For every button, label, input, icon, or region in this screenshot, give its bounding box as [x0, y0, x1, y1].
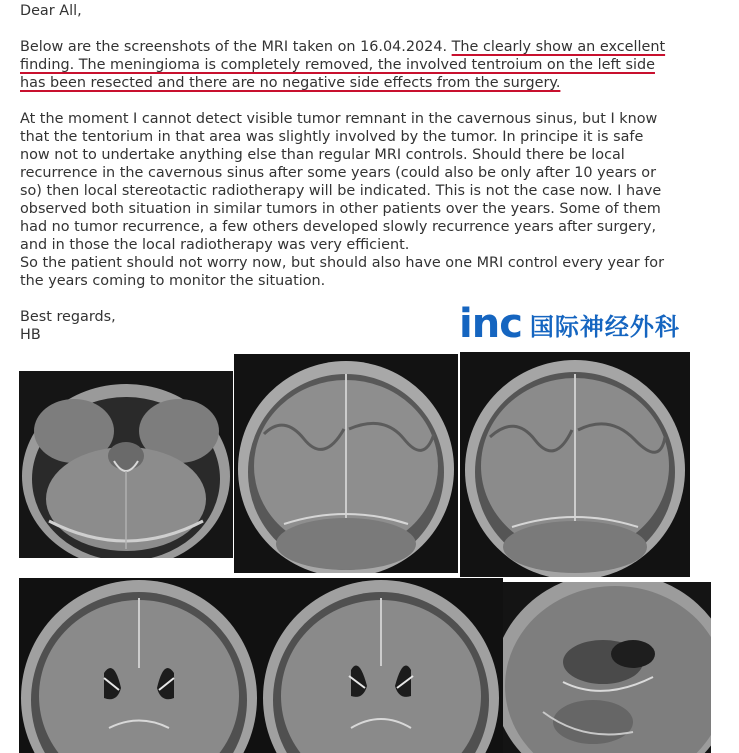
paragraph-2-line: and in those the local radiotherapy was very efficient. [20, 237, 410, 253]
mri-date-sentence: Below are the screenshots of the MRI taken on 16.04.2024. [20, 39, 452, 55]
greeting: Dear All, [20, 3, 82, 19]
mri-axial-image [19, 371, 233, 558]
mri-sagittal-image [503, 582, 711, 753]
paragraph-2-line: So the patient should not worry now, but should also have one MRI control every year for [20, 255, 665, 271]
paragraph-2-line: now not to undertake anything else than regular MRI controls. Should there be local [20, 147, 625, 163]
paragraph-1-line-2: finding. The meningioma is completely removed, the involved tentroium on the left side [20, 57, 655, 73]
signature: HB [20, 327, 41, 343]
paragraph-1-line-1 [20, 38, 665, 56]
paragraph-1-line-3: has been resected and there are no negative side effects from the surgery. [20, 75, 561, 91]
mri-coronal-image-2 [460, 352, 690, 577]
mri-coronal-image-4 [259, 578, 503, 753]
mri-coronal-image-1 [234, 354, 458, 573]
paragraph-2-line: At the moment I cannot detect visible tumor remnant in the cavernous sinus, but I know [20, 111, 658, 127]
logo-chinese-text: 国际神经外科 [529, 312, 680, 341]
paragraph-2-line: recurrence in the cavernous sinus after some years (could also be only after 10 years or [20, 165, 657, 181]
paragraph-2-line: had no tumor recurrence, a few others developed slowly recurrence years after surgery, [20, 219, 657, 235]
paragraph-2-line: observed both situation in similar tumors in other patients over the years. Some of them [20, 201, 661, 217]
paragraph-2-line: so) then local stereotactic radiotherapy will be indicated. This is not the case now. I have [20, 183, 662, 199]
paragraph-2-line: the years coming to monitor the situation. [20, 273, 326, 289]
highlighted-text: The clearly show an excellent [451, 39, 666, 55]
closing: Best regards, [20, 309, 116, 325]
inc-logo [459, 301, 680, 347]
logo-mark: inc [459, 301, 522, 347]
paragraph-2-line: that the tentorium in that area was slightly involved by the tumor. In principe it is safe [20, 129, 644, 145]
mri-coronal-image-3 [19, 578, 259, 753]
